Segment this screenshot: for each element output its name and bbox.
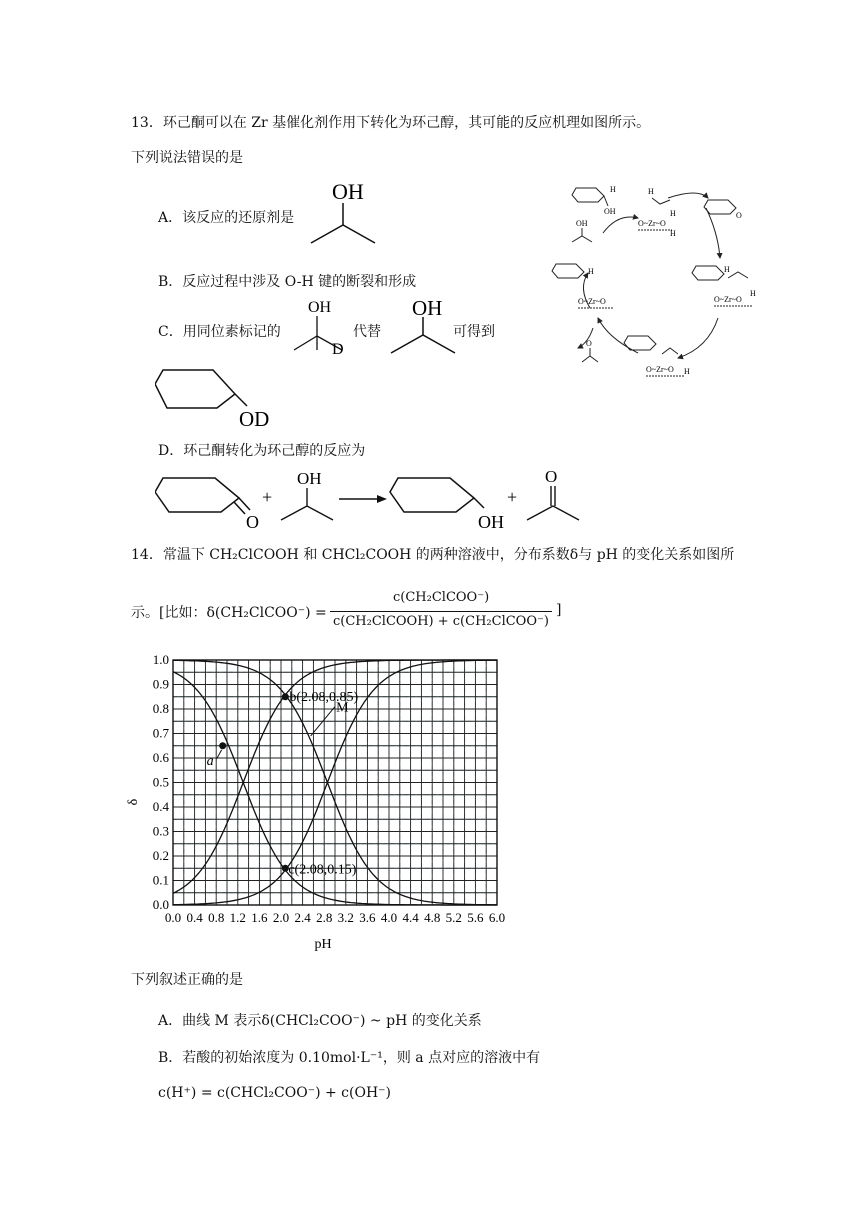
q13-option-b: B．反应过程中涉及 O-H 键的断裂和形成 bbox=[158, 274, 417, 290]
x-axis-label: pH bbox=[314, 937, 332, 952]
q14-formula-denominator: c(CH₂ClCOOH) + c(CH₂ClCOO⁻) bbox=[333, 614, 549, 629]
deuterated-cyclohexanol-molecule bbox=[155, 364, 295, 434]
mech-oh-label: OH bbox=[604, 207, 616, 216]
mech-oh-label: OH bbox=[576, 219, 588, 228]
x-tick-label: 5.2 bbox=[445, 910, 462, 925]
x-tick-label: 4.4 bbox=[402, 910, 419, 925]
o-label: O bbox=[246, 512, 259, 532]
q13-stem-line1: 13．环己酮可以在 Zr 基催化剂作用下转化为环己醇，其可能的反应机理如图所示。 bbox=[131, 115, 651, 131]
q13-option-d: D．环己酮转化为环己醇的反应为 bbox=[158, 443, 366, 459]
distribution-chart bbox=[125, 650, 515, 955]
x-tick-label: 3.6 bbox=[359, 910, 376, 925]
q14-option-b: B．若酸的初始浓度为 0.10mol·L⁻¹，则 a 点对应的溶液中有 bbox=[158, 1050, 541, 1066]
fraction-bar bbox=[330, 611, 552, 612]
q14-stem-line1: 14．常温下 CH₂ClCOOH 和 CHCl₂COOH 的两种溶液中，分布系数δ与 pH 的变化关系如图所 bbox=[131, 547, 735, 563]
q13-option-c-pre: C．用同位素标记的 bbox=[158, 324, 281, 340]
point-a bbox=[219, 742, 226, 749]
y-tick-label: 0.4 bbox=[152, 799, 169, 814]
y-tick-label: 0.6 bbox=[152, 750, 169, 765]
isopropanol-molecule-c bbox=[387, 295, 463, 361]
oh-label: OH bbox=[297, 469, 322, 488]
label-b: b(2.08,0.85) bbox=[289, 689, 359, 705]
q13-option-a: A．该反应的还原剂是 bbox=[158, 210, 295, 226]
mech-h-label: H bbox=[648, 187, 654, 196]
mech-zr-label: O~Zr~O bbox=[638, 219, 666, 228]
label-a-leader bbox=[217, 750, 222, 759]
q13-option-c-post: 可得到 bbox=[453, 324, 495, 340]
mech-h-label: H bbox=[610, 185, 616, 194]
label-c: c(2.08,0.15) bbox=[288, 862, 357, 878]
q13-stem-line2: 下列说法错误的是 bbox=[131, 150, 243, 166]
oh-label: OH bbox=[332, 179, 364, 204]
y-tick-label: 0.0 bbox=[152, 897, 169, 912]
label-a: a bbox=[206, 753, 214, 769]
x-tick-label: 0.8 bbox=[208, 910, 225, 925]
od-label: OD bbox=[239, 407, 270, 431]
plus-sign: + bbox=[507, 487, 518, 507]
x-tick-label: 2.4 bbox=[294, 910, 311, 925]
y-tick-label: 0.3 bbox=[152, 823, 169, 839]
mech-h-label: H bbox=[750, 289, 756, 298]
x-tick-label: 3.2 bbox=[337, 910, 354, 925]
x-tick-label: 0.0 bbox=[164, 910, 182, 925]
deuterated-isopropanol-molecule bbox=[290, 296, 350, 358]
catalytic-cycle-diagram bbox=[548, 178, 768, 383]
mech-h-label: H bbox=[670, 209, 676, 218]
q14-after-chart: 下列叙述正确的是 bbox=[131, 972, 243, 988]
x-tick-label: 2.8 bbox=[316, 910, 333, 925]
q14-option-a: A．曲线 M 表示δ(CHCl₂COO⁻) ~ pH 的变化关系 bbox=[158, 1013, 482, 1029]
d-label: D bbox=[332, 341, 344, 358]
reaction-equation bbox=[155, 468, 595, 536]
mech-zr-label: O~Zr~O bbox=[646, 365, 674, 374]
x-tick-label: 5.6 bbox=[467, 910, 484, 925]
oh-label: OH bbox=[308, 299, 332, 316]
mech-o-label: O bbox=[736, 211, 742, 220]
y-tick-label: 0.1 bbox=[152, 872, 169, 888]
plus-sign: + bbox=[262, 487, 273, 507]
y-tick-label: 0.5 bbox=[152, 774, 169, 790]
mech-h-label: H bbox=[684, 367, 690, 376]
y-tick-label: 0.9 bbox=[152, 676, 169, 692]
y-tick-label: 0.7 bbox=[152, 725, 169, 741]
oh-label: OH bbox=[412, 296, 443, 320]
mech-zr-label: O~Zr~O bbox=[714, 295, 742, 304]
isopropanol-molecule-a bbox=[305, 175, 385, 250]
q14-option-b-equation: c(H⁺) = c(CHCl₂COO⁻) + c(OH⁻) bbox=[158, 1085, 392, 1101]
y-axis-label: δ bbox=[126, 798, 141, 806]
x-tick-label: 1.6 bbox=[251, 910, 268, 925]
label-m: M bbox=[336, 700, 349, 716]
x-tick-label: 4.8 bbox=[424, 910, 441, 925]
o-label: O bbox=[545, 468, 558, 486]
mech-h-label: H bbox=[670, 229, 676, 238]
y-tick-label: 0.8 bbox=[152, 701, 169, 716]
q14-formula-suffix: ] bbox=[556, 602, 562, 618]
x-tick-label: 1.2 bbox=[229, 910, 246, 925]
x-tick-label: 2.0 bbox=[272, 910, 290, 925]
mech-o-label: O bbox=[586, 339, 592, 348]
oh-label: OH bbox=[478, 512, 504, 532]
q14-formula-numerator: c(CH₂ClCOO⁻) bbox=[393, 590, 490, 605]
x-tick-label: 0.4 bbox=[186, 910, 203, 925]
mech-h-label: H bbox=[724, 265, 730, 274]
mech-zr-label: O~Zr~O bbox=[578, 297, 606, 306]
point-b bbox=[282, 693, 289, 700]
x-tick-label: 4.0 bbox=[380, 910, 398, 925]
mech-h-label: H bbox=[588, 267, 594, 276]
q13-option-c-mid: 代替 bbox=[353, 324, 381, 340]
q14-formula-prefix: 示。[比如：δ(CH₂ClCOO⁻) = bbox=[131, 605, 327, 621]
chart-annotations bbox=[207, 690, 359, 878]
y-tick-label: 1.0 bbox=[152, 652, 169, 667]
y-tick-label: 0.2 bbox=[152, 848, 169, 863]
x-tick-label: 6.0 bbox=[488, 910, 506, 925]
